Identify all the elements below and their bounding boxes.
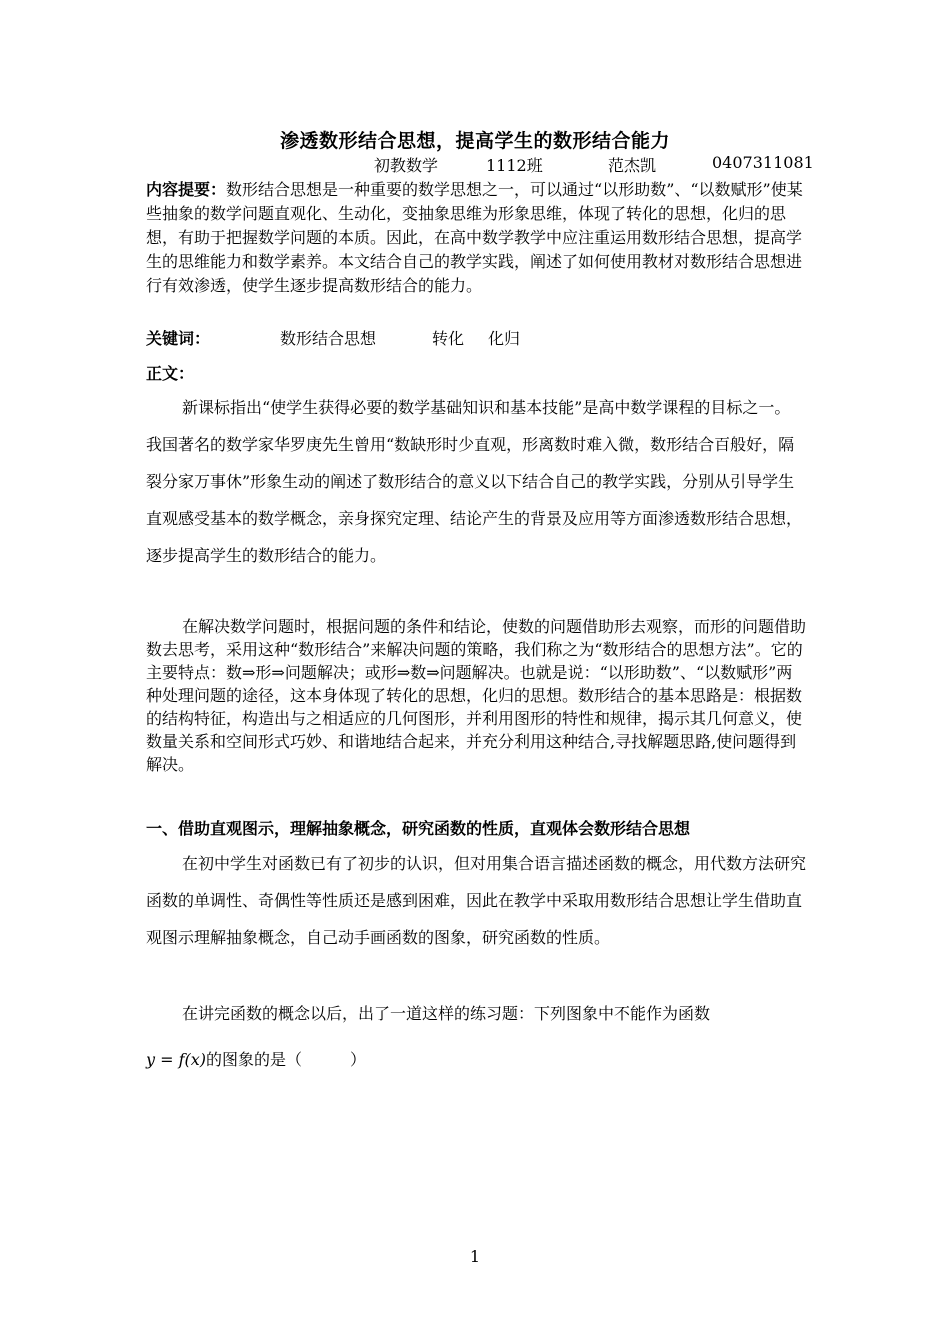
abstract <box>146 178 806 298</box>
document-title: 渗透数形结合思想，提高学生的数形结合能力 <box>279 130 670 152</box>
function-formula: y = f(x) <box>146 1050 207 1069</box>
section-1-heading: 一、借助直观图示，理解抽象概念，研究函数的性质，直观体会数形结合思想 <box>146 819 691 838</box>
question-suffix: 的图象的是（ ） <box>206 1050 367 1069</box>
keyword-1: 数形结合思想 <box>280 329 377 348</box>
section-1-paragraph-2: 在讲完函数的概念以后，出了一道这样的练习题：下列图象中不能作为函数 <box>182 1004 711 1023</box>
question-line <box>146 1047 366 1070</box>
keyword-2: 转化 <box>432 329 465 348</box>
body-label: 正文： <box>146 364 195 383</box>
keyword-3: 化归 <box>488 329 521 348</box>
body-paragraph-2: 在解决数学问题时，根据问题的条件和结论，使数的问题借助形去观察，而形的问题借助数去思考，采用这种“数形结合”来解决问题的策略，我们称之为“数形结合的思想方法”。它的主要特点：数⇒形⇒问题解决；或形⇒数⇒问题解决。也就是说：“以形助数”、“以数赋形”两种处理问题的途径，这本身体现了转化的思想，化归的思想。数形结合的基本思路是：根据数的结构特征，构造出与之相适应的几何图形，并利用图形的特性和规律，揭示其几何意义，使数量关系和空间形式巧妙、和谐地结合起来，并充分利用这种结合,寻找解题思路,使问题得到解决。 <box>146 617 807 774</box>
abstract-text: 数形结合思想是一种重要的数学思想之一，可以通过“以形助数”、“以数赋形”使某些抽象的数学问题直观化、生动化，变抽象思维为形象思维，体现了转化的思想，化归的思想，有助于把握数学问题的本质。因此，在高中数学教学中应注重运用数形结合思想，提高学生的思维能力和数学素养。本文结合自己的教学实践，阐述了如何使用教材对数形结合思想进行有效渗透，使学生逐步提高数形结合的能力。 <box>146 180 803 295</box>
body-paragraph-1: 新课标指出“使学生获得必要的数学基础知识和基本技能”是高中数学课程的目标之一。我国著名的数学家华罗庚先生曾用“数缺形时少直观，形离数时难入微，数形结合百般好，隔裂分家万事休”形象生动的阐述了数形结合的意义以下结合自己的教学实践，分别从引导学生直观感受基本的数学概念，亲身探究定理、结论产生的背景及应用等方面渗透数形结合思想，逐步提高学生的数形结合的能力。 <box>146 398 803 565</box>
author-name: 范杰凯 <box>608 156 657 175</box>
keywords-label: 关键词： <box>146 329 211 348</box>
author-id: 0407311081 <box>712 153 814 172</box>
author-class: 1112班 <box>486 156 543 175</box>
author-major: 初教数学 <box>374 156 439 175</box>
page-number: 1 <box>469 1247 481 1266</box>
abstract-label: 内容提要： <box>146 180 227 199</box>
section-1-paragraph-1: 在初中学生对函数已有了初步的认识，但对用集合语言描述函数的概念，用代数方法研究函数的单调性、奇偶性等性质还是感到困难，因此在教学中采取用数形结合思想让学生借助直观图示理解抽象概念，自己动手画函数的图象，研究函数的性质。 <box>146 854 807 947</box>
